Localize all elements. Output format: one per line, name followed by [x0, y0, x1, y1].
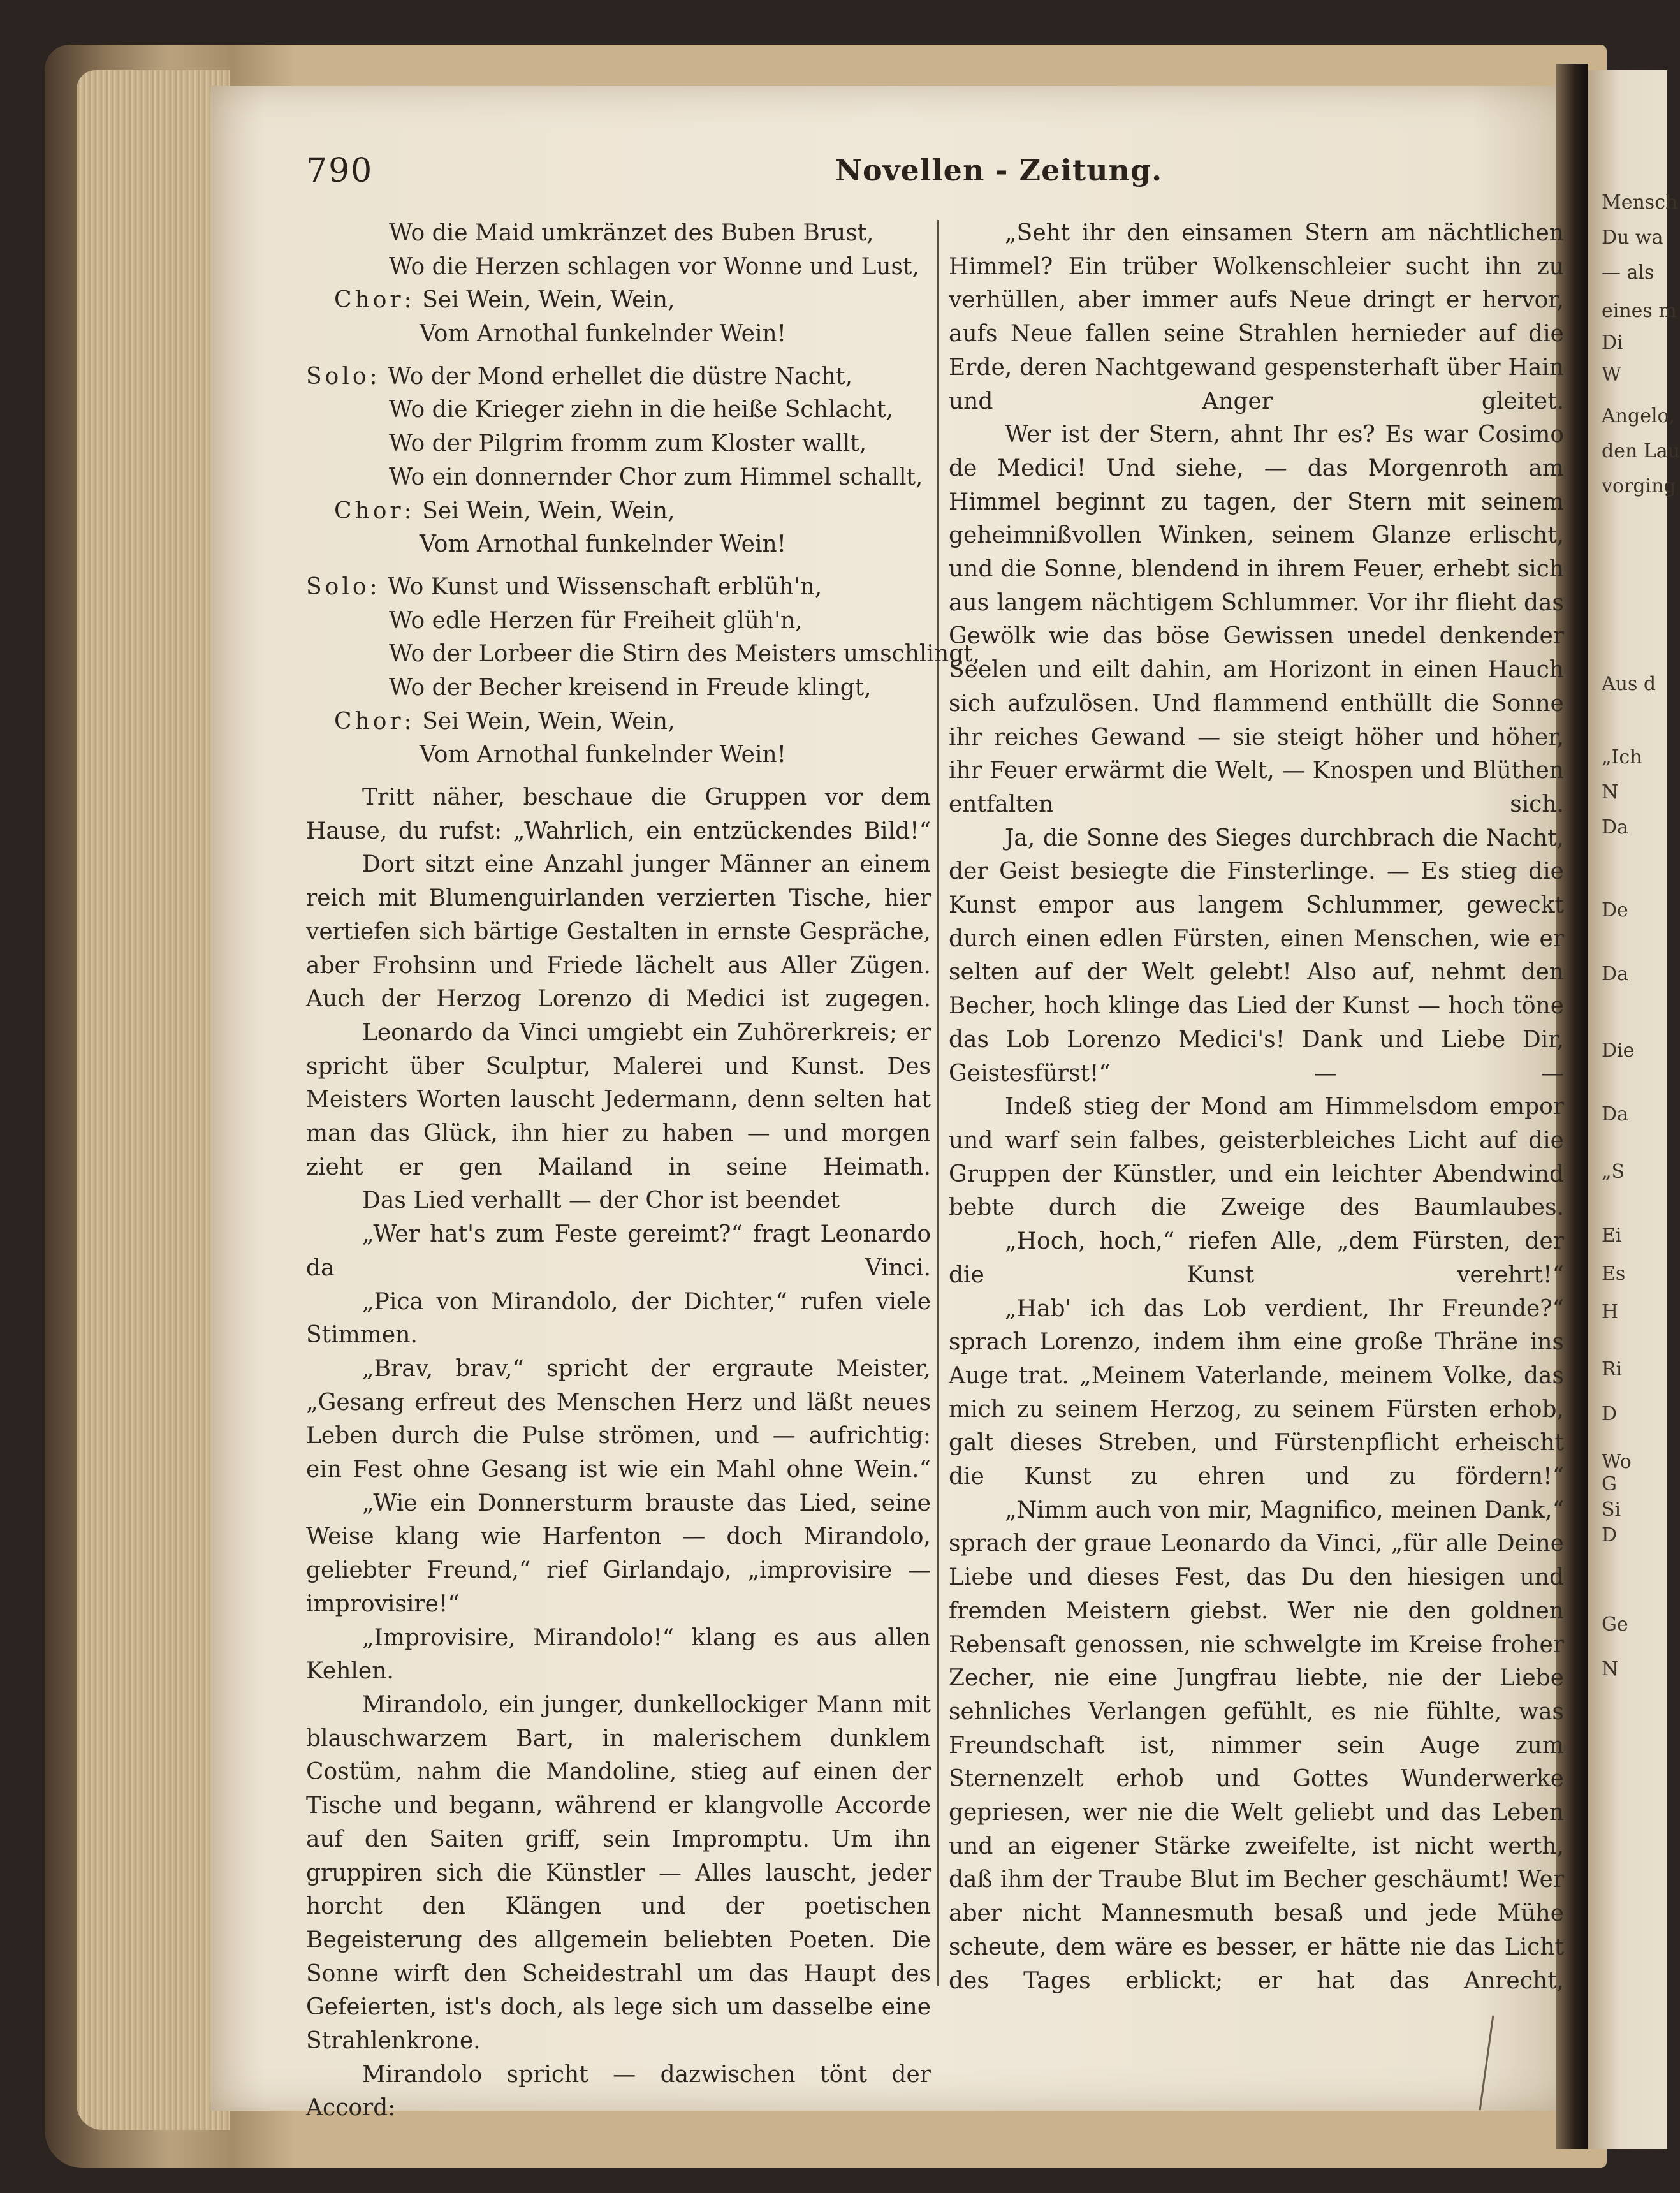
facing-page-text: „S	[1602, 1161, 1625, 1183]
paragraph: Leonardo da Vinci umgiebt ein Zuhörerkreis; er spricht über Sculptur, Malerei und Kunst. Des Meisters Worten lauscht Jedermann, denn selten hat man das Glück, ihn hier zu haben — und morgen zieht er gen Mailand in seine Heimath.	[306, 1019, 931, 1180]
page-edges	[77, 70, 230, 2130]
facing-page-text: D	[1602, 1403, 1618, 1425]
facing-page-text: Es	[1602, 1263, 1626, 1285]
facing-page-text: Ri	[1602, 1358, 1623, 1381]
facing-page-text: eines m	[1602, 300, 1677, 322]
paragraph: „Nimm auch von mir, Magnifico, meinen Dank,“ sprach der graue Leonardo da Vinci, „für alle Deine Liebe und dieses Fest, das Du den hiesigen und fremden Meistern giebst. Wer nie den goldnen Rebensaft genossen, nie schwelgte im Kreise froher Zecher, nie eine Jungfrau liebte, nie der Liebe sehnliches Verlangen gefühlt, es nie fühlte, was Freundschaft ist, nimmer sein Auge zum Sternenzelt erhob und Gottes Wunderwerke gepriesen, wer nie die Welt geliebt und das Leben und an eigener Stärke zweifelte, ist nicht werth, daß ihm der Traube Blut im Becher geschäumt! Wer aber nicht Mannesmuth besaß und jede Mühe scheute, dem wäre es besser, er hätte nie das Licht des Tages erblickt; er hat das Anrecht,	[949, 1497, 1564, 1994]
facing-page-text: Du wa	[1602, 226, 1663, 249]
facing-page-text: Ei	[1602, 1224, 1622, 1247]
facing-page-text: H	[1602, 1301, 1619, 1323]
verse-line: Wo der Lorbeer die Stirn des Meisters umschlingt,	[389, 641, 981, 668]
verse-line: Sei Wein, Wein, Wein,	[422, 287, 675, 314]
verse-line: Vom Arnothal funkelnder Wein!	[420, 321, 787, 348]
page-number: 790	[306, 152, 374, 190]
verse-line: Wo die Maid umkränzet des Buben Brust,	[389, 220, 874, 246]
column-rule	[937, 220, 939, 1986]
facing-page-text: „Ich	[1602, 746, 1642, 768]
paragraph: Mirandolo, ein junger, dunkellockiger Mann mit blauschwarzem Bart, in malerischem dunklem Costüm, nahm die Mandoline, stieg auf einen der Tische und begann, während er klangvolle Accorde auf den Saiten griff, sein Impromptu. Um ihn gruppiren sich die Künstler — Alles lauscht, jeder horcht den Klängen und der poetischen Begeisterung des allgemein beliebten Poeten. Die Sonne wirft den Scheidestrahl um das Haupt des Gefeierten, ist's doch, als lege sich um dasselbe eine Strahlenkrone.	[306, 1691, 931, 2055]
facing-page-text: N	[1602, 1658, 1619, 1680]
paragraph: Tritt näher, beschaue die Gruppen vor dem Hause, du rufst: „Wahrlich, ein entzückendes Bild!“	[306, 784, 931, 844]
verse-line: Wo der Mond erhellet die düstre Nacht,	[388, 363, 852, 390]
facing-page-text: Si	[1602, 1499, 1621, 1521]
paragraph: Dort sitzt eine Anzahl junger Männer an einem reich mit Blumenguirlanden verzierten Tische, hier vertiefen sich bärtige Gestalten in ernste Gespräche, aber Frohsinn und Friede lächelt aus Aller Zügen. Auch der Herzog Lorenzo di Medici ist zugegen.	[306, 851, 931, 1013]
facing-page-text: Wo	[1602, 1451, 1632, 1473]
facing-page-text: — als	[1602, 261, 1654, 284]
paragraph: Das Lied verhallt — der Chor ist beendet	[362, 1187, 840, 1214]
verse-line: Wo edle Herzen für Freiheit glüh'n,	[389, 607, 803, 634]
facing-page-text: N	[1602, 781, 1619, 803]
left-column	[306, 217, 981, 2125]
verse-line: Wo der Becher kreisend in Freude klingt,	[389, 674, 872, 701]
paragraph: „Brav, brav,“ spricht der ergraute Meister, „Gesang erfreut des Menschen Herz und läßt neues Leben durch die Pulse strömen, und — aufrichtig: ein Fest ohne Gesang ist wie ein Mahl ohne Wein.“	[306, 1355, 931, 1483]
running-title: Novellen - Zeitung.	[835, 153, 1163, 187]
paragraph: Wer ist der Stern, ahnt Ihr es? Es war Cosimo de Medici! Und siehe, — das Morgenroth am Himmel beginnt zu tagen, der Stern mit seinem geheimnißvollen Winken, seinem Glanze erlischt, und die Sonne, blendend in ihrem Feuer, erhebt sich aus langem nächtigem Schlummer. Vor ihr flieht das Gewölk wie das böse Gewissen unedel denkender Seelen und eilt dahin, am Horizont in einen Hauch sich aufzulösen. Und flammend enthüllt die Sonne ihr reiches Gewand — sie steigt höher und höher, ihr Feuer erwärmt die Welt, — Knospen und Blüthen entfalten sich.	[949, 422, 1564, 818]
paragraph: Ja, die Sonne des Sieges durchbrach die Nacht, der Geist besiegte die Finsterlinge. — Es stieg die Kunst empor aus langem Schlummer, geweckt durch einen edlen Fürsten, einen Menschen, wie er selten auf der Welt gelebt! Also auf, nehmt den Becher, hoch klinge das Lied der Kunst — hoch töne das Lob Lorenzo Medici's! Dank und Liebe Dir, Geistesfürst!“ — —	[949, 825, 1564, 1087]
song-verse	[306, 217, 981, 772]
paragraph: „Seht ihr den einsamen Stern am nächtlichen Himmel? Ein trüber Wolkenschleier sucht ihn zu verhüllen, aber immer aufs Neue dringt er hervor, aufs Neue fallen seine Strahlen hernieder auf die Erde, deren Nachtgewand gespensterhaft über Hain und Anger gleitet.	[949, 220, 1564, 414]
verse-speaker: Solo:	[306, 573, 381, 600]
paragraph: Mirandolo spricht — dazwischen tönt der Accord:	[306, 2061, 931, 2122]
paragraph: „Wie ein Donnersturm brauste das Lied, seine Weise klang wie Harfenton — doch Mirandolo, geliebter Freund,“ rief Girlandajo, „improvisire — improvisire!“	[306, 1490, 931, 1617]
paragraph: „Improvisire, Mirandolo!“ klang es aus allen Kehlen.	[306, 1624, 931, 1685]
verse-line: Wo Kunst und Wissenschaft erblüh'n,	[388, 573, 822, 600]
verse-speaker: Solo:	[306, 363, 381, 390]
facing-page-text: Di	[1602, 332, 1623, 354]
facing-page-text: Angelo,	[1602, 405, 1676, 427]
paragraph: Indeß stieg der Mond am Himmelsdom empor und warf sein falbes, geisterbleiches Licht auf die Gruppen der Künstler, und ein leichter Abendwind bebte durch die Zweige des Baumlaubes.	[949, 1094, 1564, 1221]
facing-page-text: Ge	[1602, 1613, 1628, 1636]
verse-line: Wo die Herzen schlagen vor Wonne und Lust,	[389, 253, 919, 280]
right-column	[949, 217, 1564, 1998]
facing-page-text: De	[1602, 899, 1628, 921]
verse-line: Wo die Krieger ziehn in die heiße Schlacht,	[389, 397, 893, 423]
facing-page-text: Aus d	[1602, 673, 1656, 695]
verse-line: Wo ein donnernder Chor zum Himmel schallt,	[389, 464, 923, 490]
verse-speaker: Chor:	[334, 708, 415, 735]
facing-page-text: W	[1602, 363, 1621, 386]
facing-page-text: Die	[1602, 1039, 1635, 1062]
facing-page-text: Da	[1602, 963, 1628, 985]
paragraph: „Hoch, hoch,“ riefen Alle, „dem Fürsten, der die Kunst verehrt!“	[949, 1228, 1564, 1288]
facing-page-text: Da	[1602, 1103, 1628, 1126]
verse-line: Vom Arnothal funkelnder Wein!	[420, 531, 787, 558]
verse-line: Vom Arnothal funkelnder Wein!	[420, 742, 787, 768]
verse-line: Sei Wein, Wein, Wein,	[422, 497, 675, 524]
paragraph: „Hab' ich das Lob verdient, Ihr Freunde?“ sprach Lorenzo, indem ihm eine große Thräne ins Auge trat. „Meinem Vaterlande, meinem Volke, das mich zu seinem Herzog, zu seinem Fürsten erhob, galt dieses Streben, und Fürstenpflicht erheischt die Kunst zu ehren und zu fördern!“	[949, 1295, 1564, 1490]
verse-line: Wo der Pilgrim fromm zum Kloster wallt,	[389, 430, 867, 457]
paragraph: „Pica von Mirandolo, der Dichter,“ rufen viele Stimmen.	[306, 1288, 931, 1349]
page-header	[306, 152, 1556, 196]
facing-page-text: D	[1602, 1524, 1618, 1546]
verse-speaker: Chor:	[334, 497, 415, 524]
paragraph: „Wer hat's zum Feste gereimt?“ fragt Leonardo da Vinci.	[306, 1221, 931, 1281]
verse-speaker: Chor:	[334, 287, 415, 314]
facing-page-fragment	[1588, 70, 1680, 2149]
facing-page-text: den Lau	[1602, 440, 1680, 462]
facing-page-text: G	[1602, 1473, 1617, 1495]
facing-page-text: Da	[1602, 816, 1628, 839]
facing-page-text: Mensch	[1602, 191, 1678, 214]
facing-page-text: vorging	[1602, 475, 1676, 497]
verse-line: Sei Wein, Wein, Wein,	[422, 708, 675, 735]
